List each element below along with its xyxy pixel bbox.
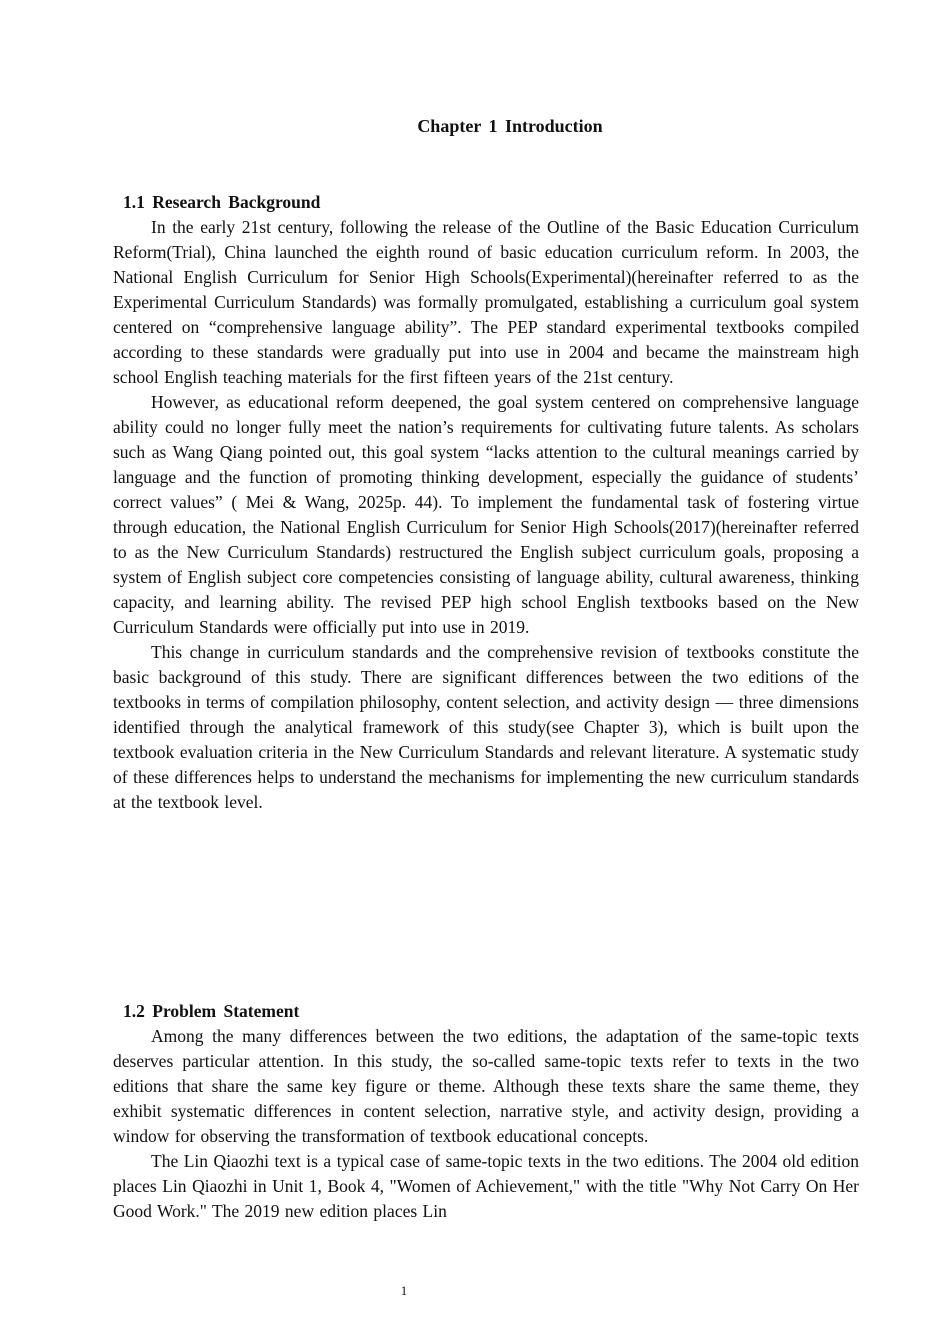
- chapter-title: Chapter 1 Introduction: [417, 116, 603, 136]
- paragraph: However, as educational reform deepened, the goal system centered on comprehensive language ability could no longer fully meet the nation’s requirements for cultivating future talents. As scholars such as Wang Qiang pointed out, this goal system “lacks attention to the cultural meanings carried by language and the function of promoting thinking development, especially the guidance of students’ correct values” ( Mei & Wang, 2025p. 44). To implement the fundamental task of fostering virtue through education, the National English Curriculum for Senior High Schools(2017)(hereinafter referred to as the New Curriculum Standards) restructured the English subject curriculum goals, proposing a system of English subject core competencies consisting of language ability, cultural awareness, thinking capacity, and learning ability. The revised PEP high school English textbooks based on the New Curriculum Standards were officially put into use in 2019.: [113, 392, 859, 637]
- paragraph: The Lin Qiaozhi text is a typical case of same-topic texts in the two editions. The 2004 old edition places Lin Qiaozhi in Unit 1, Book 4, "Women of Achievement," with the title "Why Not Carry On Her Good Work." The 2019 new edition places Lin: [113, 1151, 859, 1221]
- paragraph: Among the many differences between the two editions, the adaptation of the same-topic texts deserves particular attention. In this study, the so-called same-topic texts refer to texts in the two editions that share the same key figure or theme. Although these texts share the same theme, they exhibit systematic differences in content selection, narrative style, and activity design, providing a window for observing the transformation of textbook educational concepts.: [113, 1026, 859, 1146]
- section-body-problem-statement: [113, 1024, 859, 1224]
- page-number: 1: [400, 1283, 408, 1298]
- section-body-research-background: [113, 215, 859, 815]
- section-heading-research-background: 1.1 Research Background: [123, 192, 321, 212]
- paragraph: In the early 21st century, following the release of the Outline of the Basic Education Curriculum Reform(Trial), China launched the eighth round of basic education curriculum reform. In 2003, the National English Curriculum for Senior High Schools(Experimental)(hereinafter referred to as the Experimental Curriculum Standards) was formally promulgated, establishing a curriculum goal system centered on “comprehensive language ability”. The PEP standard experimental textbooks compiled according to these standards were gradually put into use in 2004 and became the mainstream high school English teaching materials for the first fifteen years of the 21st century.: [113, 217, 859, 387]
- paragraph: This change in curriculum standards and the comprehensive revision of textbooks constitute the basic background of this study. There are significant differences between the two editions of the textbooks in terms of compilation philosophy, content selection, and activity design — three dimensions identified through the analytical framework of this study(see Chapter 3), which is built upon the textbook evaluation criteria in the New Curriculum Standards and relevant literature. A systematic study of these differences helps to understand the mechanisms for implementing the new curriculum standards at the textbook level.: [113, 642, 859, 812]
- section-heading-problem-statement: 1.2 Problem Statement: [123, 1001, 300, 1021]
